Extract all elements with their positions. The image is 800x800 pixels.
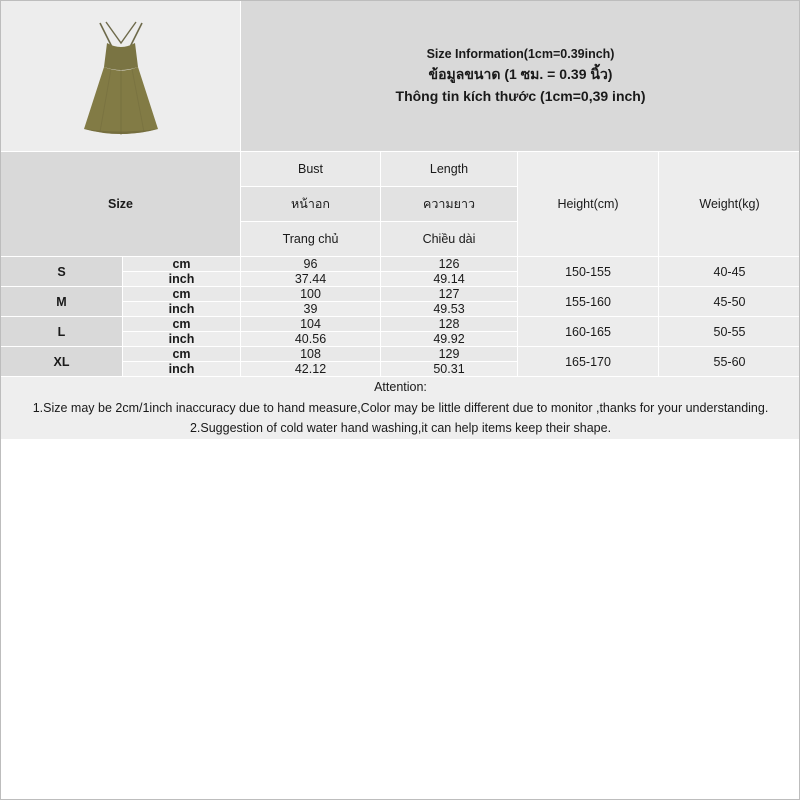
title-line-en: Size Information(1cm=0.39inch): [426, 46, 615, 61]
row-size-s: S: [1, 257, 123, 287]
attention-note: [1, 377, 800, 440]
table-row: [1, 317, 800, 332]
column-header-length-en: Length: [381, 152, 518, 187]
size-information-title: [241, 1, 800, 152]
bust-cm-xl: 108: [241, 347, 381, 362]
weight-xl: 55-60: [659, 347, 800, 377]
column-header-bust-vi: Trang chủ: [241, 222, 381, 257]
title-line-vi: Thông tin kích thước (1cm=0,39 inch): [395, 87, 646, 104]
unit-cm: cm: [123, 287, 241, 302]
length-cm-l: 128: [381, 317, 518, 332]
table-header-row: [1, 1, 800, 152]
length-cm-xl: 129: [381, 347, 518, 362]
unit-inch: inch: [123, 272, 241, 287]
column-header-size: Size: [1, 152, 241, 257]
bust-inch-m: 39: [241, 302, 381, 317]
unit-inch: inch: [123, 302, 241, 317]
table-row: [1, 287, 800, 302]
attention-heading: Attention:: [374, 380, 427, 394]
length-cm-s: 126: [381, 257, 518, 272]
height-m: 155-160: [518, 287, 659, 317]
weight-l: 50-55: [659, 317, 800, 347]
length-inch-xl: 50.31: [381, 362, 518, 377]
attention-line-1: 1.Size may be 2cm/1inch inaccuracy due to hand measure,Color may be little different due to monitor ,thanks for your understanding.: [32, 400, 769, 415]
dress-illustration-icon: [66, 17, 176, 135]
column-header-length-th: ความยาว: [381, 187, 518, 222]
unit-inch: inch: [123, 332, 241, 347]
column-header-weight: Weight(kg): [659, 152, 800, 257]
length-inch-l: 49.92: [381, 332, 518, 347]
attention-row: [1, 377, 800, 440]
weight-m: 45-50: [659, 287, 800, 317]
bust-inch-s: 37.44: [241, 272, 381, 287]
length-inch-m: 49.53: [381, 302, 518, 317]
column-header-bust-en: Bust: [241, 152, 381, 187]
length-cm-m: 127: [381, 287, 518, 302]
row-size-m: M: [1, 287, 123, 317]
row-size-xl: XL: [1, 347, 123, 377]
bust-inch-l: 40.56: [241, 332, 381, 347]
unit-cm: cm: [123, 317, 241, 332]
row-size-l: L: [1, 317, 123, 347]
bust-cm-s: 96: [241, 257, 381, 272]
column-header-length-vi: Chiều dài: [381, 222, 518, 257]
column-header-height: Height(cm): [518, 152, 659, 257]
bust-inch-xl: 42.12: [241, 362, 381, 377]
attention-line-2: 2.Suggestion of cold water hand washing,it can help items keep their shape.: [189, 421, 612, 436]
bust-cm-m: 100: [241, 287, 381, 302]
unit-inch: inch: [123, 362, 241, 377]
table-row: [1, 257, 800, 272]
product-image-cell: [1, 1, 241, 152]
bust-cm-l: 104: [241, 317, 381, 332]
height-s: 150-155: [518, 257, 659, 287]
weight-s: 40-45: [659, 257, 800, 287]
height-xl: 165-170: [518, 347, 659, 377]
column-header-bust-th: หน้าอก: [241, 187, 381, 222]
title-line-th: ข้อมูลขนาด (1 ซม. = 0.39 นิ้ว): [428, 66, 613, 82]
height-l: 160-165: [518, 317, 659, 347]
unit-cm: cm: [123, 347, 241, 362]
column-header-row-en: [1, 152, 800, 187]
unit-cm: cm: [123, 257, 241, 272]
length-inch-s: 49.14: [381, 272, 518, 287]
table-row: [1, 347, 800, 362]
